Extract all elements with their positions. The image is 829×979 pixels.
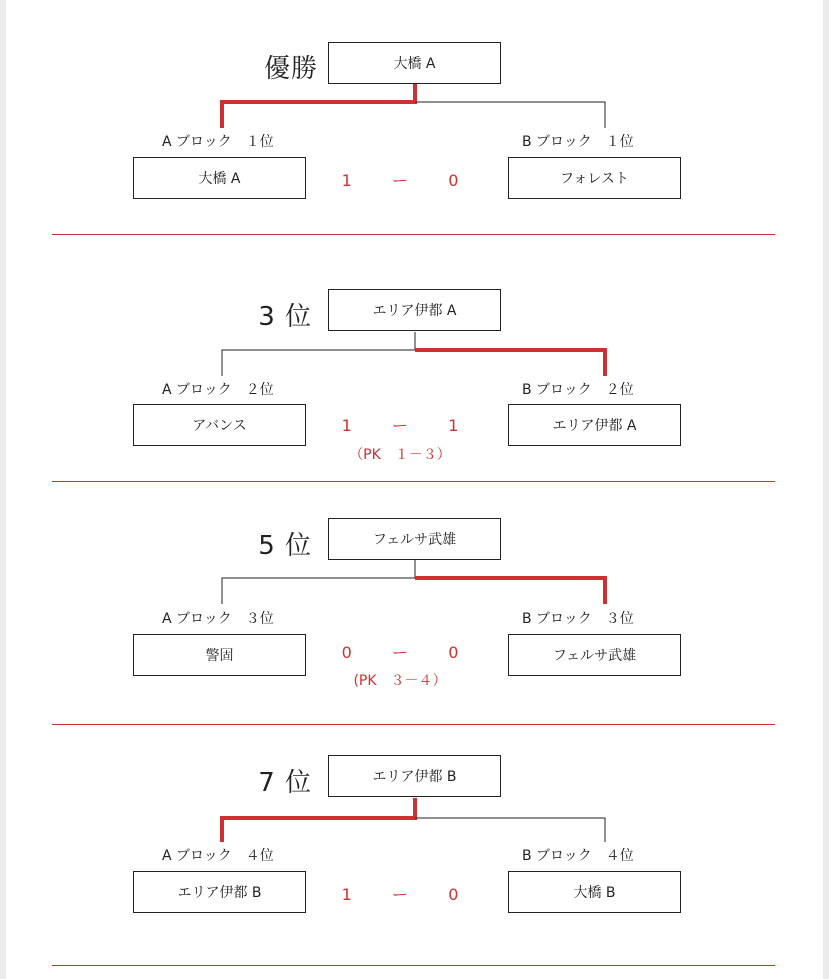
left-team-box: エリア伊都 B [133, 871, 306, 913]
winner-box: エリア伊都 B [328, 755, 501, 797]
score-dash: ー [391, 885, 408, 904]
left-team-box: アバンス [133, 404, 306, 446]
pk-score: (PK ３－４） [353, 673, 447, 689]
score [330, 882, 470, 905]
pk-score: （PK １－３） [349, 447, 451, 463]
bracket-right-line [415, 818, 605, 842]
winner-box: 大橋 A [328, 42, 501, 84]
right-block-label: B ブロック ４位 [522, 848, 634, 864]
left-block-label: A ブロック １位 [162, 134, 274, 150]
right-team-box: フェルサ武雄 [508, 634, 681, 676]
right-team-box: フォレスト [508, 157, 681, 199]
left-block-label: A ブロック ２位 [162, 382, 274, 398]
section-divider [52, 965, 775, 966]
score-dash: ー [391, 643, 408, 662]
bracket-left-line [222, 798, 415, 842]
score-right: 0 [448, 643, 459, 662]
left-block-label: A ブロック ４位 [162, 848, 274, 864]
right-block-label: B ブロック ３位 [522, 611, 634, 627]
right-team-box: 大橋 B [508, 871, 681, 913]
score-right: 1 [448, 416, 459, 435]
left-block-label: A ブロック ３位 [162, 611, 274, 627]
rank-title: 5 位 [258, 531, 312, 561]
score-right: 0 [448, 885, 459, 904]
score-left: 1 [341, 416, 352, 435]
left-team-box: 警固 [133, 634, 306, 676]
score-right: 0 [448, 171, 459, 190]
winner-box: フェルサ武雄 [328, 518, 501, 560]
score-dash: ー [391, 416, 408, 435]
score-left: 1 [341, 171, 352, 190]
left-team-box: 大橋 A [133, 157, 306, 199]
right-team-box: エリア伊都 A [508, 404, 681, 446]
score-dash: ー [391, 171, 408, 190]
winner-box: エリア伊都 A [328, 289, 501, 331]
right-block-label: B ブロック ２位 [522, 382, 634, 398]
score-left: 0 [341, 643, 352, 662]
rank-title: 3 位 [258, 302, 312, 332]
score-left: 1 [341, 885, 352, 904]
rank-title: 7 位 [258, 768, 312, 798]
right-block-label: B ブロック １位 [522, 134, 634, 150]
rank-title: 優勝 [263, 54, 318, 84]
